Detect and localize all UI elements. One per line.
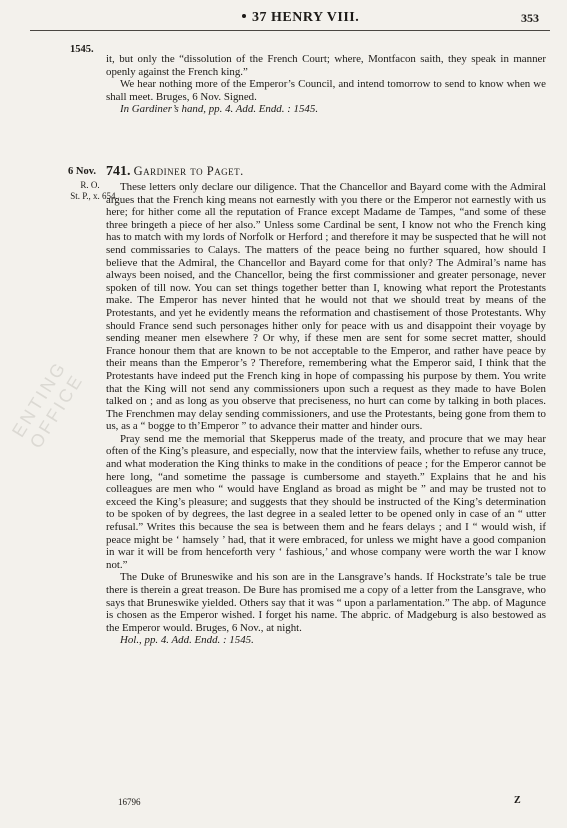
margin-year: 1545. (70, 44, 94, 55)
entry-ref-state-papers: St. P., x. 654. (70, 191, 118, 201)
footer-signature-letter: Z (514, 795, 521, 806)
footer-signature-code: 16796 (118, 797, 141, 807)
previous-entry-paragraph: We hear nothing more of the Emperor’s Council, and intend tomorrow to send to know when we shall meet. Bruges, 6 Nov. Signed. (106, 78, 546, 103)
entry-paragraph: The Duke of Bruneswike and his son are in the Lansgrave’s hands. If Hockstrate’s tale be true there is therein a great treason. De Bure has promised me a copy of a letter from the Lansgrave, who says that Bruneswike yielded. Others say that it was “ upon a parlamentation.” The abp. of Magunce is chosen as the Emperor wished. I forget his name. The abpric. of Madgeburg is also bestowed as the Emperor would. Bruges, 6 Nov., at night. (106, 571, 546, 634)
library-watermark: ENTING OFFICE (8, 357, 88, 452)
entry-heading (106, 164, 244, 180)
entry-body (106, 181, 546, 647)
previous-entry (106, 53, 546, 116)
previous-entry-paragraph: it, but only the “dissolution of the French Court; where, Montfacon saith, they speak in manner openly against the French king.” (106, 53, 546, 78)
page-number: 353 (521, 11, 539, 25)
running-head: 37 HENRY VIII. (252, 10, 360, 25)
entry-date: 6 Nov. (68, 166, 97, 177)
header-bullet (242, 14, 246, 18)
entry-source: Hol., pp. 4. Add. Endd. : 1545. (120, 634, 254, 647)
entry-number: 741. (106, 164, 131, 179)
header-rule (30, 30, 550, 31)
entry-paragraph: These letters only declare our diligence. That the Chancellor and Bayard come with the Admiral argues that the French king means not earnestly with you there or the Emperor not earnestly with us here; for hither come all the reputation of France except Madame de Tampes, “and some of these three bringeth a piece of her also.” Unless some Cardinal be sent, I know not who the French king has to match with my lords of Norfolk or Herford ; and therefore it may be suspected that he will not send commissaries to Calays. The matters of the peace being no further squared, how should I believe that the Admiral, the Chancellor and Bayard come for that only? The Admiral’s name has always been noised, and the Chancellor, being the first commissioner and greater personage, never spoken of till now. You can set things together better than I, knowing what report the Protestants make. The Emperor has never hinted that he would not that we should treat by means of the Protestants, and yet he evidently means the reformation and chastisement of those Protestants. Why should France send such personages hither only for peace with us and disappoint their voyage by sending meaner men elsewhere ? Or why, if these men are sent for some secret matter, should France honour them that are known to be not acceptable to the Emperor, and rather have peace by their means than the Emperor’s ? Therefore, remembering what the Emperor said, I think that the Protestants have indeed put the French king in hope of compassing his purpose by them. You write that the King will not send any commissioners upon such a request as they made to have Bolen talked on ; and as long as you observe that preciseness, no hurt can come by talking in both places. The Frenchmen may delay sending commissioners, and use the Protestants, being gone from them to us, as a “ bogge to th’Emperor ” to advance their matter and hinder ours. (106, 181, 546, 433)
previous-entry-source: In Gardiner’s hand, pp. 4. Add. Endd. : 1545. (120, 103, 319, 116)
entry-title: Gardiner to Paget. (133, 164, 244, 178)
entry-paragraph: Pray send me the memorial that Skepperus made of the treaty, and procure that we may hear often of the King’s pleasure, and especially, now that the interview fails, whether to refuse any truce, and what moderation the King thinks to make in the conditions of peace ; for the Emperor cannot be here long, “and sometime the passage is cumbersome and stayeth.” Explains that he and his colleagues are men who “ would have England as broad as might be ” and may be trusted not to exceed the King’s pleasure; and suggests that they should be instructed of the King’s determination to be spoken of by degrees, the last degree in a sealed letter to be opened only in case of an “ utter refusal.” Writes this because the sea is between them and he fears delays ; and I “ would wish, if peace might be ‘ hamsely ’ had, that it were embraced, for unless we might have a good companion in war it will be from henceforth very ‘ fashious,’ and whose company were worth the war I know not.” (106, 432, 546, 571)
entry-ref-record-office: R. O. (80, 180, 100, 190)
